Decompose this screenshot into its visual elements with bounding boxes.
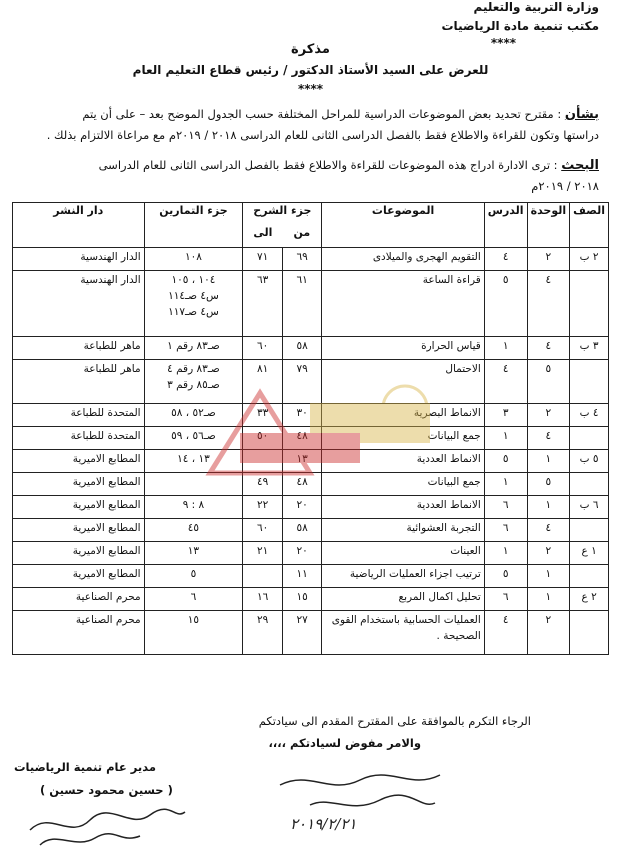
discussion-paragraph — [14, 155, 599, 197]
to-cell — [243, 360, 283, 404]
unit-cell — [527, 473, 570, 496]
topic-cell-line: الصحيحة . — [436, 630, 481, 642]
from-cell-line: ٢٧ — [296, 614, 308, 626]
publisher-cell — [13, 427, 145, 450]
to-cell-line: ٨١ — [256, 363, 269, 375]
lesson-cell-line: ١ — [502, 340, 509, 352]
grade-cell-line: ٤ ب — [579, 407, 599, 419]
unit-cell-line: ١ — [545, 499, 552, 511]
from-cell-line: ٤٨ — [296, 430, 308, 442]
topics-table — [12, 202, 609, 655]
table-row — [13, 248, 609, 271]
topic-cell — [322, 611, 484, 655]
lesson-cell — [484, 565, 527, 588]
table-row — [13, 519, 609, 542]
lesson-cell-line: ٦ — [502, 522, 509, 534]
exercises-cell — [144, 542, 243, 565]
unit-cell-line: ١ — [545, 591, 552, 603]
discussion-label: البحث — [561, 158, 599, 173]
lesson-cell — [484, 337, 527, 360]
unit-cell-line: ٢ — [545, 407, 552, 419]
exercises-cell-line: ١٥ — [187, 614, 200, 626]
addressee: للعرض على السيد الأستاذ الدكتور / رئيس قطاع التعليم العام — [132, 63, 489, 77]
to-cell-line: ٧١ — [256, 251, 269, 263]
publisher-cell-line: المطابع الاميرية — [72, 545, 141, 557]
exercises-cell — [144, 473, 243, 496]
table-row — [13, 565, 609, 588]
lesson-cell-line: ٥ — [502, 568, 509, 580]
from-cell — [282, 588, 322, 611]
lesson-cell-line: ٦ — [502, 499, 509, 511]
unit-cell-line: ٤ — [545, 340, 552, 352]
subject-text-2: دراستها وتكون للقراءة والاطلاع فقط بالفصل الدراسى الثانى للعام الدراسى ٢٠١٨ / ٢٠١٩م مع مراعاة الالتزام بذلك . — [46, 128, 599, 142]
from-cell-line: ٥٨ — [296, 340, 308, 352]
from-cell — [282, 565, 322, 588]
grade-cell — [570, 588, 609, 611]
grade-cell — [570, 337, 609, 360]
topic-cell — [322, 473, 484, 496]
grade-cell-line: ٢ ب — [579, 251, 599, 263]
unit-cell — [527, 450, 570, 473]
topic-cell-line: الانماط البصرية — [413, 407, 481, 419]
lesson-cell — [484, 450, 527, 473]
from-cell — [282, 496, 322, 519]
publisher-cell-line: ماهر للطباعة — [83, 340, 141, 352]
to-cell — [243, 248, 283, 271]
to-cell — [243, 473, 283, 496]
topic-cell — [322, 271, 484, 337]
lesson-cell — [484, 611, 527, 655]
topic-cell-line: التقويم الهجرى والميلادى — [372, 251, 481, 263]
col-exercises: جزء التمارين — [144, 203, 243, 248]
from-cell — [282, 337, 322, 360]
unit-cell-line: ٥ — [545, 363, 552, 375]
from-cell — [282, 450, 322, 473]
publisher-cell-line: المطابع الاميرية — [72, 453, 141, 465]
topic-cell-line: العمليات الحسابية باستخدام القوى — [331, 614, 481, 626]
col-lesson: الدرس — [484, 203, 527, 248]
topic-cell — [322, 427, 484, 450]
topic-cell-line: جمع البيانات — [427, 476, 481, 488]
from-cell-line: ٦٩ — [296, 251, 308, 263]
topic-cell-line: قياس الحرارة — [421, 340, 481, 352]
unit-cell-line: ٢ — [545, 545, 552, 557]
lesson-cell — [484, 404, 527, 427]
subject-paragraph — [14, 104, 599, 146]
exercises-cell — [144, 588, 243, 611]
table-row — [13, 588, 609, 611]
table-row — [13, 450, 609, 473]
topic-cell-line: العينات — [450, 545, 481, 557]
exercises-cell-line: صـ٨٥ رقم ٣ — [167, 379, 220, 391]
from-cell — [282, 519, 322, 542]
table-row — [13, 360, 609, 404]
topic-cell — [322, 404, 484, 427]
to-cell-line: ٥٠ — [256, 430, 269, 442]
publisher-cell-line: المطابع الاميرية — [72, 476, 141, 488]
memo-title: مذكرة — [291, 42, 330, 57]
exercises-cell — [144, 427, 243, 450]
col-explain: جزء الشرح — [243, 203, 322, 226]
unit-cell-line: ١ — [545, 568, 552, 580]
unit-cell — [527, 404, 570, 427]
grade-cell-line: ٢ ع — [581, 591, 597, 603]
from-cell — [282, 427, 322, 450]
topic-cell — [322, 360, 484, 404]
unit-cell — [527, 588, 570, 611]
subject-label: بشأن — [564, 107, 599, 122]
ministry-name: وزارة التربية والتعليم — [473, 0, 599, 14]
col-topics: الموضوعات — [322, 203, 484, 248]
to-cell — [243, 588, 283, 611]
publisher-cell — [13, 611, 145, 655]
exercises-cell-line: صـ٨٣ رقم ٤ — [167, 363, 220, 375]
lesson-cell-line: ٥ — [502, 274, 509, 286]
table-row — [13, 473, 609, 496]
topic-cell — [322, 542, 484, 565]
to-cell-line: ٣٣ — [256, 407, 269, 419]
grade-cell-line: ٦ ب — [579, 499, 599, 511]
exercises-cell — [144, 248, 243, 271]
lesson-cell-line: ١ — [502, 476, 509, 488]
unit-cell-line: ١ — [545, 453, 552, 465]
lesson-cell — [484, 588, 527, 611]
publisher-cell — [13, 248, 145, 271]
to-cell — [243, 450, 283, 473]
topic-cell-line: ترتيب اجزاء العمليات الرياضية — [349, 568, 481, 580]
unit-cell-line: ٢ — [545, 251, 552, 263]
to-cell-line: ٤٩ — [256, 476, 269, 488]
from-cell — [282, 404, 322, 427]
publisher-cell — [13, 519, 145, 542]
office-name: مكتب تنمية مادة الرياضيات — [441, 19, 599, 33]
topic-cell — [322, 450, 484, 473]
exercises-cell-line: ٥ — [190, 568, 197, 580]
to-cell — [243, 404, 283, 427]
col-unit: الوحدة — [527, 203, 570, 248]
publisher-cell — [13, 565, 145, 588]
to-cell-line: ٢٩ — [256, 614, 269, 626]
table-row — [13, 496, 609, 519]
from-cell-line: ١٥ — [296, 591, 308, 603]
to-cell-line: ٦٣ — [256, 274, 269, 286]
publisher-cell — [13, 337, 145, 360]
from-cell — [282, 271, 322, 337]
publisher-cell-line: الدار الهندسية — [80, 274, 141, 286]
exercises-cell — [144, 404, 243, 427]
from-cell-line: ٢٠ — [296, 545, 308, 557]
unit-cell — [527, 427, 570, 450]
publisher-cell — [13, 271, 145, 337]
exercises-cell-line: ١٣ ، ١٤ — [177, 453, 210, 465]
from-cell — [282, 542, 322, 565]
topic-cell — [322, 337, 484, 360]
exercises-cell-line: صـ٥٦ ، ٥٩ — [171, 430, 216, 442]
to-cell-line: ٢٢ — [256, 499, 269, 511]
to-cell — [243, 337, 283, 360]
unit-cell-line: ٥ — [545, 476, 552, 488]
publisher-cell-line: محرم الصناعية — [75, 614, 141, 626]
exercises-cell — [144, 519, 243, 542]
from-cell-line: ٧٩ — [296, 363, 308, 375]
exercises-cell — [144, 450, 243, 473]
exercises-cell-line: ٦ — [190, 591, 197, 603]
exercises-cell-line: ٤٥ — [187, 522, 200, 534]
unit-cell-line: ٤ — [545, 430, 552, 442]
grade-cell — [570, 271, 609, 337]
from-cell-line: ٦١ — [296, 274, 308, 286]
publisher-cell — [13, 542, 145, 565]
lesson-cell — [484, 519, 527, 542]
topic-cell — [322, 248, 484, 271]
exercises-cell — [144, 496, 243, 519]
unit-cell-line: ٤ — [545, 522, 552, 534]
lesson-cell — [484, 496, 527, 519]
unit-cell — [527, 565, 570, 588]
lesson-cell — [484, 248, 527, 271]
publisher-cell-line: المطابع الاميرية — [72, 499, 141, 511]
lesson-cell — [484, 473, 527, 496]
discussion-text: : ترى الادارة ادراج هذه الموضوعات للقراءة والاطلاع فقط بالفصل الدراسى الثانى للعام الدراسى — [98, 158, 558, 172]
to-cell-line: ٢١ — [256, 545, 269, 557]
exercises-cell — [144, 611, 243, 655]
signer-title: مدير عام تنمية الرياضيات — [14, 760, 156, 774]
handwritten-signature-right — [270, 765, 450, 845]
lesson-cell — [484, 360, 527, 404]
topic-cell — [322, 588, 484, 611]
topic-cell-line: جمع البيانات — [427, 430, 481, 442]
signer-name: ( حسين محمود حسين ) — [40, 783, 173, 797]
unit-cell — [527, 337, 570, 360]
lesson-cell-line: ٦ — [502, 591, 509, 603]
exercises-cell-line: صـ٨٣ رقم ١ — [167, 340, 220, 352]
from-cell-line: ٤٨ — [296, 476, 308, 488]
lesson-cell — [484, 271, 527, 337]
signature-date: ٢٠١٩/٢/٢١ — [290, 815, 357, 833]
unit-cell — [527, 360, 570, 404]
from-cell — [282, 248, 322, 271]
grade-cell-line: ١ ع — [581, 545, 597, 557]
publisher-cell-line: المتحدة للطباعة — [70, 430, 141, 442]
from-cell-line: ١٣ — [296, 453, 308, 465]
topic-cell-line: الاحتمال — [445, 363, 481, 375]
lesson-cell-line: ٣ — [502, 407, 509, 419]
exercises-cell-line: ١٠٤ ، ١٠٥ — [171, 274, 216, 286]
publisher-cell-line: المتحدة للطباعة — [70, 407, 141, 419]
topic-cell — [322, 519, 484, 542]
grade-cell — [570, 360, 609, 404]
topic-cell — [322, 565, 484, 588]
col-publisher: دار النشر — [13, 203, 145, 248]
from-cell-line: ٥٨ — [296, 522, 308, 534]
unit-cell — [527, 496, 570, 519]
from-cell — [282, 611, 322, 655]
exercises-cell-line: ٨ : ٩ — [182, 499, 205, 511]
grade-cell — [570, 427, 609, 450]
col-from: من — [282, 225, 322, 248]
publisher-cell-line: الدار الهندسية — [80, 251, 141, 263]
closing-text: والامر مفوض لسيادتكم ،،،، — [268, 736, 421, 750]
table-row — [13, 542, 609, 565]
handwritten-signature-left — [20, 800, 190, 856]
stars-2: **** — [297, 82, 324, 96]
unit-cell — [527, 611, 570, 655]
from-cell — [282, 360, 322, 404]
lesson-cell-line: ٤ — [502, 363, 509, 375]
topic-cell-line: التجربة العشوائية — [406, 522, 481, 534]
publisher-cell — [13, 360, 145, 404]
unit-cell — [527, 542, 570, 565]
lesson-cell-line: ٤ — [502, 251, 509, 263]
topic-cell — [322, 496, 484, 519]
to-cell-line: ١٦ — [256, 591, 269, 603]
lesson-cell-line: ١ — [502, 430, 509, 442]
grade-cell-line: ٥ ب — [579, 453, 599, 465]
to-cell — [243, 519, 283, 542]
subject-text: : مقترح تحديد بعض الموضوعات الدراسية للمراحل المختلفة حسب الجدول الموضح بعد – على أن يتم — [82, 107, 562, 121]
exercises-cell-line: ١٠٨ — [184, 251, 202, 263]
unit-cell-line: ٢ — [545, 614, 552, 626]
topic-cell-line: الانماط العددية — [416, 453, 481, 465]
grade-cell — [570, 473, 609, 496]
exercises-cell — [144, 271, 243, 337]
grade-cell — [570, 404, 609, 427]
table-row — [13, 271, 609, 337]
grade-cell — [570, 450, 609, 473]
unit-cell — [527, 271, 570, 337]
exercises-cell-line: ١٣ — [187, 545, 200, 557]
topic-cell-line: تحليل اكمال المربع — [398, 591, 481, 603]
publisher-cell-line: ماهر للطباعة — [83, 363, 141, 375]
exercises-cell — [144, 565, 243, 588]
unit-cell — [527, 519, 570, 542]
publisher-cell-line: محرم الصناعية — [75, 591, 141, 603]
to-cell — [243, 542, 283, 565]
from-cell-line: ٣٠ — [296, 407, 308, 419]
exercises-cell-line: س٤ صـ١١٤ — [168, 290, 219, 302]
to-cell — [243, 427, 283, 450]
from-cell-line: ١١ — [296, 568, 308, 580]
to-cell — [243, 565, 283, 588]
grade-cell — [570, 542, 609, 565]
request-text: الرجاء التكرم بالموافقة على المقترح المقدم الى سيادتكم — [258, 714, 531, 728]
stars-1: **** — [490, 36, 516, 50]
topic-cell-line: قراءة الساعة — [422, 274, 481, 286]
discussion-year: ٢٠١٨ / ٢٠١٩م — [531, 179, 599, 193]
unit-cell — [527, 248, 570, 271]
table-row — [13, 427, 609, 450]
lesson-cell — [484, 542, 527, 565]
topic-cell-line: الانماط العددية — [416, 499, 481, 511]
col-to: الى — [243, 225, 283, 248]
exercises-cell — [144, 360, 243, 404]
lesson-cell — [484, 427, 527, 450]
publisher-cell — [13, 588, 145, 611]
lesson-cell-line: ١ — [502, 545, 509, 557]
grade-cell — [570, 565, 609, 588]
exercises-cell-line: س٤ صـ١١٧ — [168, 306, 219, 318]
grade-cell — [570, 611, 609, 655]
publisher-cell — [13, 496, 145, 519]
to-cell-line: ٦٠ — [256, 340, 269, 352]
publisher-cell — [13, 404, 145, 427]
grade-cell — [570, 248, 609, 271]
grade-cell — [570, 519, 609, 542]
publisher-cell-line: المطابع الاميرية — [72, 568, 141, 580]
lesson-cell-line: ٥ — [502, 453, 509, 465]
to-cell-line: ٦٠ — [256, 522, 269, 534]
publisher-cell — [13, 450, 145, 473]
to-cell — [243, 271, 283, 337]
lesson-cell-line: ٤ — [502, 614, 509, 626]
exercises-cell-line: صـ٥٢ ، ٥٨ — [171, 407, 216, 419]
col-grade: الصف — [570, 203, 609, 248]
to-cell — [243, 496, 283, 519]
table-row — [13, 404, 609, 427]
grade-cell-line: ٣ ب — [579, 340, 599, 352]
publisher-cell-line: المطابع الاميرية — [72, 522, 141, 534]
from-cell — [282, 473, 322, 496]
exercises-cell — [144, 337, 243, 360]
from-cell-line: ٢٠ — [296, 499, 308, 511]
publisher-cell — [13, 473, 145, 496]
table-row — [13, 611, 609, 655]
grade-cell — [570, 496, 609, 519]
to-cell — [243, 611, 283, 655]
table-row — [13, 337, 609, 360]
unit-cell-line: ٤ — [545, 274, 552, 286]
